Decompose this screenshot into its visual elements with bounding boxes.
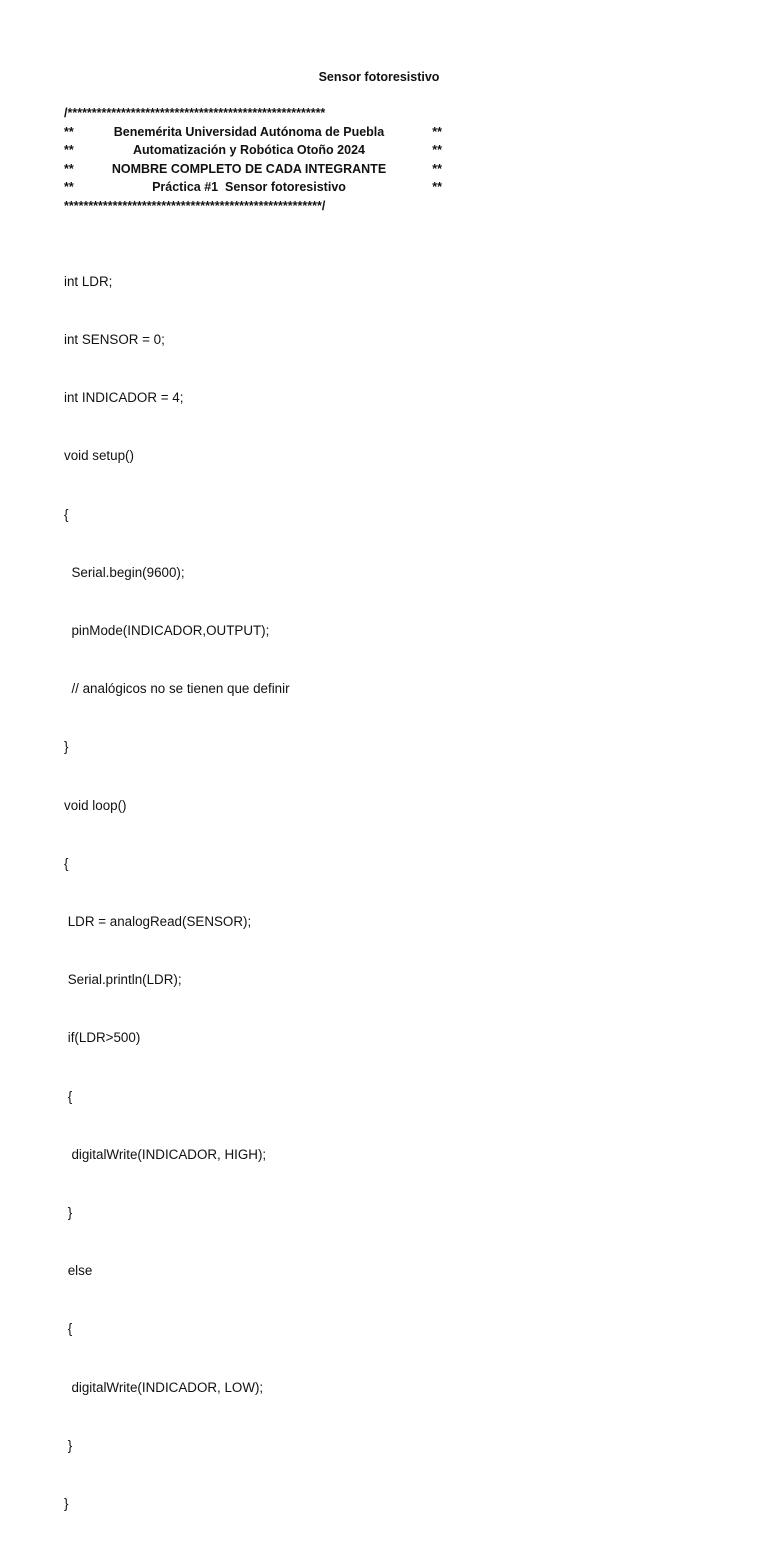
- code-line: {: [64, 1321, 73, 1337]
- row-right-marker: **: [432, 161, 442, 176]
- document-title: Sensor fotoresistivo: [318, 70, 440, 84]
- row-left-marker: **: [64, 180, 74, 194]
- code-line: pinMode(INDICADOR,OUTPUT);: [64, 623, 270, 639]
- row-left-marker: **: [64, 143, 74, 157]
- row-right-marker: **: [432, 143, 442, 157]
- code-line: {: [64, 855, 69, 871]
- code-line: int SENSOR = 0;: [64, 332, 165, 348]
- comment-bottom-border: *****************************************************/: [64, 198, 326, 213]
- course-name: Automatización y Robótica Otoño 2024: [133, 143, 365, 157]
- header-row-practice: [64, 178, 456, 197]
- code-line: if(LDR>500): [64, 1030, 141, 1046]
- institution-name: Benemérita Universidad Autónoma de Puebla: [113, 124, 385, 139]
- code-line: else: [64, 1263, 93, 1279]
- code-line: Serial.begin(9600);: [64, 564, 185, 580]
- code-line: // analógicos no se tienen que definir: [64, 681, 290, 697]
- header-row-institution: [64, 123, 456, 142]
- code-line: }: [64, 739, 69, 755]
- code-line: int LDR;: [64, 273, 113, 289]
- header-row-members: [64, 160, 456, 179]
- row-right-marker: **: [432, 180, 442, 194]
- row-left-marker: **: [64, 124, 74, 139]
- members-placeholder: NOMBRE COMPLETO DE CADA INTEGRANTE: [111, 161, 387, 176]
- code-listing: [64, 233, 290, 1552]
- code-line: LDR = analogRead(SENSOR);: [64, 914, 252, 930]
- code-line: digitalWrite(INDICADOR, LOW);: [64, 1379, 264, 1395]
- practice-title: Práctica #1 Sensor fotoresistivo: [152, 180, 346, 194]
- code-line: digitalWrite(INDICADOR, HIGH);: [64, 1146, 267, 1162]
- code-line: void setup(): [64, 448, 134, 464]
- comment-header-block: [64, 104, 456, 215]
- code-line: }: [64, 1205, 73, 1221]
- code-line: void loop(): [64, 797, 127, 813]
- row-right-marker: **: [432, 124, 442, 139]
- code-line: }: [64, 1496, 69, 1512]
- header-row-course: [64, 141, 456, 160]
- code-line: int INDICADOR = 4;: [64, 390, 184, 406]
- comment-top-border: /*****************************************************: [64, 106, 326, 120]
- code-line: Serial.println(LDR);: [64, 972, 182, 988]
- code-line: {: [64, 1088, 73, 1104]
- row-left-marker: **: [64, 161, 74, 176]
- code-line: }: [64, 1437, 73, 1453]
- code-line: {: [64, 506, 69, 522]
